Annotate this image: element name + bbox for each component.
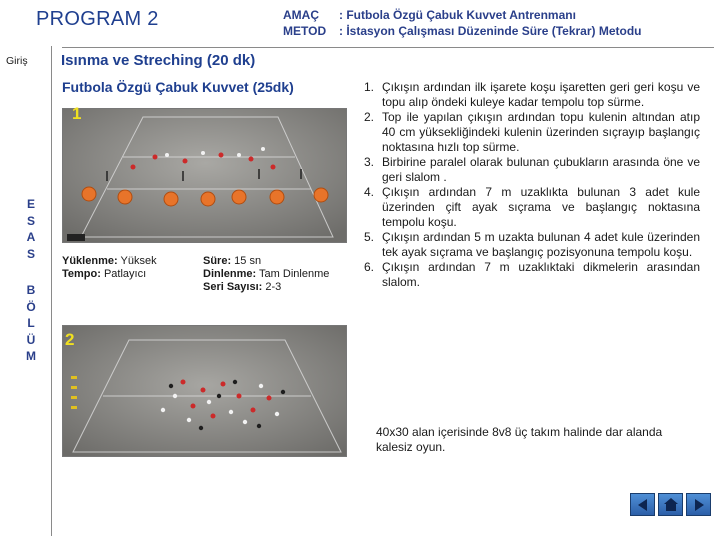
drill-title: Futbola Özgü Çabuk Kuvvet (25dk) bbox=[62, 79, 294, 95]
previous-slide-button[interactable] bbox=[630, 493, 655, 516]
tempo-value: Patlayıcı bbox=[100, 268, 147, 280]
main-letter: A bbox=[26, 230, 36, 244]
header-aim-method bbox=[283, 7, 642, 39]
list-item bbox=[364, 80, 700, 110]
part-letter: Ü bbox=[26, 332, 36, 347]
load-tempo-block bbox=[62, 255, 157, 281]
step-text: Top ile yapılan çıkışın ardından topu kulenin altından atıp 40 cm yüksekliğindeki kulenin üzerinden sıçrayıp başlangıç noktasına hızlı top sürme. bbox=[382, 110, 700, 154]
part-letter: B bbox=[26, 283, 36, 297]
aim-key: AMAÇ bbox=[283, 8, 319, 22]
aim-row bbox=[283, 7, 642, 23]
part-letter: M bbox=[26, 349, 36, 363]
drill-figure-2 bbox=[62, 325, 347, 457]
load-value: Yüksek bbox=[117, 255, 157, 267]
program-title: PROGRAM 2 bbox=[36, 8, 159, 30]
rest-key: Dinlenme: bbox=[203, 268, 257, 280]
drill-steps-list bbox=[364, 80, 700, 290]
pitch-illustration-2 bbox=[63, 326, 347, 457]
triangle-left-icon bbox=[636, 498, 650, 512]
next-slide-button[interactable] bbox=[686, 493, 711, 516]
step-text: Çıkışın ardından 7 m uzaklıkta bulunan 3 adet kule üzerinden çift ayak sıçrama ve başlangıç noktasına tempolu koşu. bbox=[382, 185, 700, 229]
tempo-line bbox=[62, 268, 157, 281]
step-number: 4. bbox=[364, 185, 375, 199]
step-text: Çıkışın ardından ilk işarete koşu işaretten geri geri koşu ve topu alıp öndeki kuleye kadar tempolu top sürme. bbox=[382, 80, 700, 109]
load-line bbox=[62, 255, 157, 268]
duration-value: 15 sn bbox=[231, 255, 262, 267]
aim-value: : Futbola Özgü Çabuk Kuvvet Antrenmanı bbox=[339, 8, 576, 22]
list-item bbox=[364, 185, 700, 230]
step-number: 5. bbox=[364, 230, 375, 244]
main-letter: S bbox=[26, 213, 35, 228]
main-letter: E bbox=[26, 197, 35, 211]
part-letter: Ö bbox=[26, 299, 36, 314]
intro-label: Giriş bbox=[6, 55, 28, 67]
list-item bbox=[364, 230, 700, 260]
warmup-title: Isınma ve Streching (20 dk) bbox=[61, 52, 256, 69]
list-item bbox=[364, 260, 700, 290]
main-vertical-label bbox=[24, 196, 38, 262]
home-slide-button[interactable] bbox=[658, 493, 683, 516]
tempo-key: Tempo: bbox=[62, 268, 101, 280]
part-letter: L bbox=[27, 316, 35, 330]
step-number: 2. bbox=[364, 110, 375, 124]
list-item bbox=[364, 110, 700, 155]
method-row bbox=[283, 23, 642, 39]
step-text: Çıkışın ardından 7 m uzaklıktaki dikmelerin arasından slalom. bbox=[382, 260, 700, 289]
sets-value: 2-3 bbox=[262, 281, 282, 293]
rest-line bbox=[203, 268, 329, 281]
duration-rest-block bbox=[203, 255, 329, 294]
header-divider bbox=[62, 47, 714, 48]
sets-line bbox=[203, 281, 329, 294]
figure-2-label: 2 bbox=[65, 330, 75, 349]
method-key: METOD bbox=[283, 24, 327, 38]
load-key: Yüklenme: bbox=[62, 255, 118, 267]
step-text: Birbirine paralel olarak bulunan çubukların arasında öne ve geri slalom . bbox=[382, 155, 700, 184]
step-number: 1. bbox=[364, 80, 375, 94]
duration-line bbox=[203, 255, 329, 268]
triangle-right-icon bbox=[692, 498, 706, 512]
list-item bbox=[364, 155, 700, 185]
sidebar-divider bbox=[51, 46, 52, 536]
rest-value: Tam Dinlenme bbox=[256, 268, 330, 280]
small-sided-game-note: 40x30 alan içerisinde 8v8 üç takım halinde dar alanda kalesiz oyun. bbox=[376, 425, 663, 454]
step-number: 6. bbox=[364, 260, 375, 274]
duration-key: Süre: bbox=[203, 255, 232, 267]
pitch-illustration-1 bbox=[63, 109, 347, 243]
figure-1-label: 1 bbox=[72, 104, 82, 123]
part-vertical-label bbox=[24, 282, 38, 365]
step-number: 3. bbox=[364, 155, 375, 169]
main-letter: S bbox=[26, 246, 35, 261]
step-text: Çıkışın ardından 5 m uzakta bulunan 4 adet kule üzerinden tek ayak sıçrama ve başlangıç pozisyonuna tempolu koşu. bbox=[382, 230, 700, 259]
drill-figure-1 bbox=[62, 108, 347, 243]
home-icon bbox=[663, 497, 679, 512]
method-value: : İstasyon Çalışması Düzeninde Süre (Tekrar) Metodu bbox=[339, 24, 642, 38]
sets-key: Seri Sayısı: bbox=[203, 281, 263, 293]
